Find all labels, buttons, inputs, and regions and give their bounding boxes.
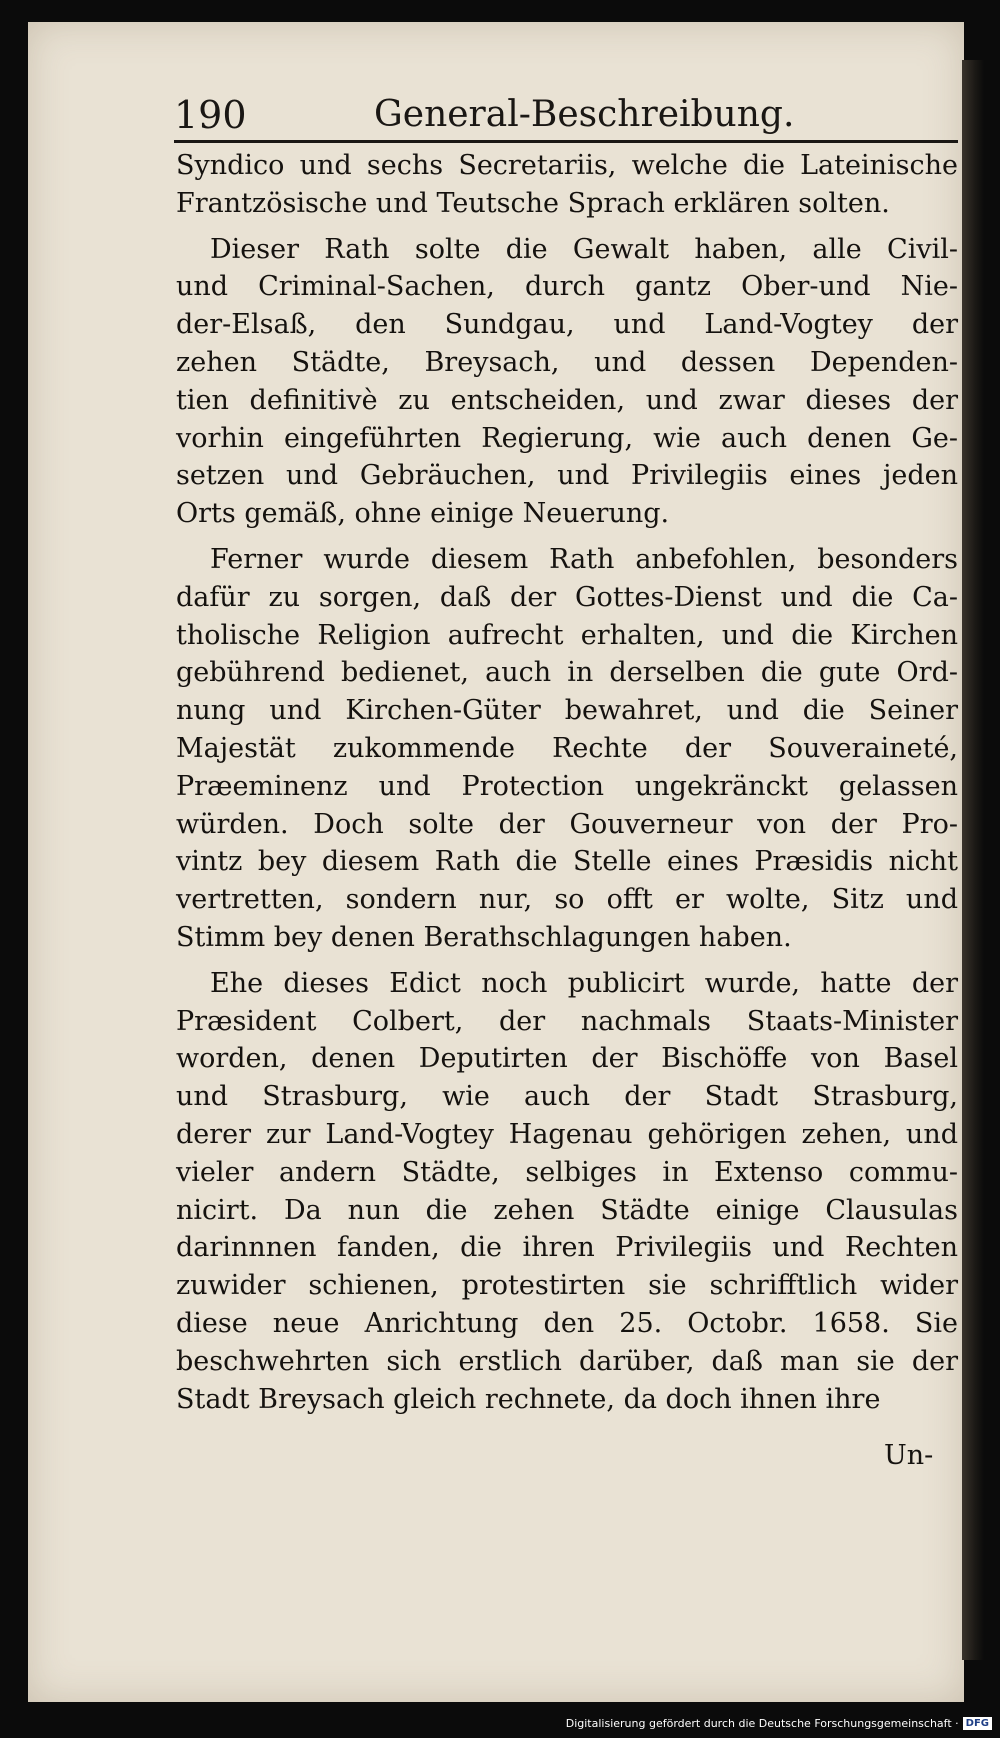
text-line: vorhin eingeführten Regierung, wie auch denen Ge- [176, 422, 958, 454]
text-line: Præeminenz und Protection ungekränckt gelassen [176, 770, 958, 802]
text-line: worden, denen Deputirten der Bischöffe von Basel [176, 1043, 958, 1075]
text-line: setzen und Gebräuchen, und Privilegiis eines jeden [176, 460, 958, 492]
paragraph [176, 541, 958, 957]
text-line: Dieser Rath solte die Gewalt haben, alle Civil- [210, 233, 958, 265]
text-line: dafür zu sorgen, daß der Gottes-Dienst und die Ca- [176, 581, 958, 613]
digitization-credit [566, 1717, 992, 1730]
running-title: General-Beschreibung. [374, 94, 795, 135]
text-line: Ehe dieses Edict noch publicirt wurde, hatte der [210, 967, 958, 999]
text-line: Præsident Colbert, der nachmals Staats-Minister [176, 1005, 958, 1037]
text-line: der-Elsaß, den Sundgau, und Land-Vogtey der [176, 309, 958, 341]
text-line: Frantzösische und Teutsche Sprach erklären solten. [176, 187, 890, 219]
paragraph [176, 231, 958, 533]
paragraph-gap [176, 223, 958, 231]
page-edge [962, 60, 984, 1660]
text-line: und Strasburg, wie auch der Stadt Strasburg, [176, 1081, 958, 1113]
paragraph-gap [176, 957, 958, 965]
page-number: 190 [174, 93, 247, 137]
text-line: tholische Religion aufrecht erhalten, und die Kirchen [176, 619, 958, 651]
text-line: nicirt. Da nun die zehen Städte einige Clausulas [176, 1194, 958, 1226]
text-line: würden. Doch solte der Gouverneur von der Pro- [176, 808, 958, 840]
text-line: vintz bey diesem Rath die Stelle eines Præsidis nicht [176, 846, 958, 878]
text-line: Stadt Breysach gleich rechnete, da doch ihnen ihre [176, 1383, 881, 1415]
catchword: Un- [884, 1440, 934, 1471]
text-line: beschwehrten sich erstlich darüber, daß man sie der [176, 1345, 958, 1377]
text-line: zehen Städte, Breysach, und dessen Dependen- [176, 346, 958, 378]
text-line: Ferner wurde diesem Rath anbefohlen, besonders [210, 543, 958, 575]
text-line: vertretten, sondern nur, so offt er wolte, Sitz und [176, 884, 958, 916]
dfg-logo: DFG [963, 1717, 992, 1730]
text-line: Majestät zukommende Rechte der Souveraineté, [176, 732, 958, 764]
credit-text: Digitalisierung gefördert durch die Deutsche Forschungsgemeinschaft · [565, 1717, 959, 1730]
header-rule [174, 140, 958, 143]
paragraph-gap [176, 533, 958, 541]
text-line: Syndico und sechs Secretariis, welche die Lateinische [176, 150, 958, 181]
text-line: zuwider schienen, protestirten sie schrifftlich wider [176, 1270, 958, 1302]
text-line: vieler andern Städte, selbiges in Extenso commu- [176, 1156, 958, 1188]
text-line: tien definitivè zu entscheiden, und zwar dieses der [176, 384, 958, 416]
text-line: Orts gemäß, ohne einige Neuerung. [176, 498, 670, 530]
text-line: darinnnen fanden, die ihren Privilegiis und Rechten [176, 1232, 958, 1264]
paragraph [176, 965, 958, 1419]
text-line: diese neue Anrichtung den 25. Octobr. 1658. Sie [176, 1307, 958, 1339]
text-line: Stimm bey denen Berathschlagungen haben. [176, 921, 792, 953]
body-text [176, 147, 958, 1418]
paragraph [176, 147, 958, 223]
text-line: und Criminal-Sachen, durch gantz Ober-und Nie- [176, 271, 958, 303]
page-header [174, 85, 794, 145]
text-line: nung und Kirchen-Güter bewahret, und die Seiner [176, 695, 958, 727]
text-line: derer zur Land-Vogtey Hagenau gehörigen zehen, und [176, 1118, 958, 1150]
text-line: gebührend bedienet, auch in derselben die gute Ord- [176, 657, 958, 689]
